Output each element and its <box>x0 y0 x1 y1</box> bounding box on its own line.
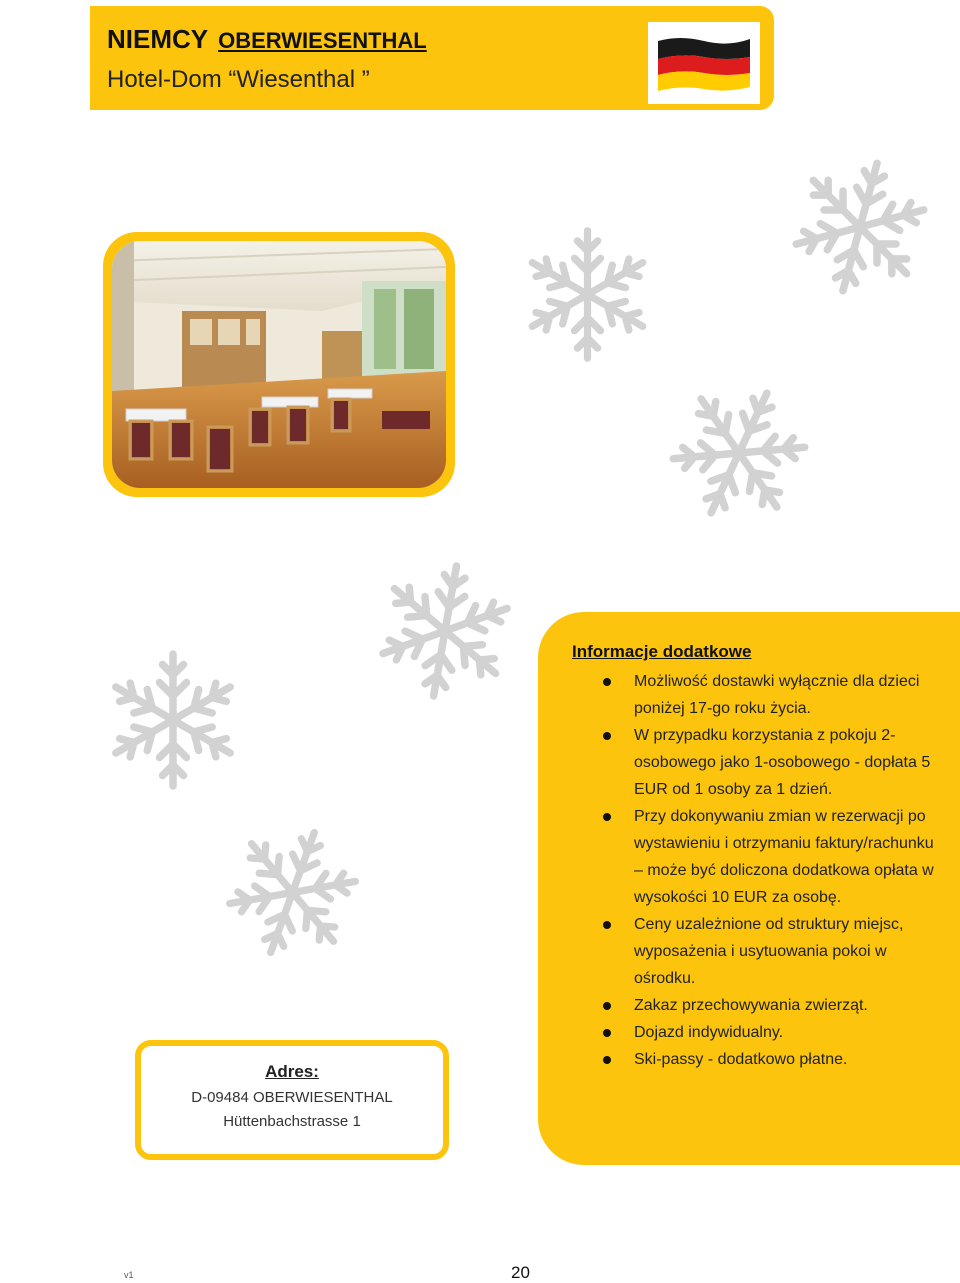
bullet-icon <box>603 921 611 929</box>
town-name: OBERWIESENTHAL <box>218 28 427 53</box>
info-title: Informacje dodatkowe <box>572 642 752 661</box>
snowflake-icon <box>785 152 935 302</box>
list-item: Przy dokonywaniu zmian w rezerwacji po wystawieniu i otrzymaniu faktury/rachunku – może być doliczona dodatkowa opłata w wysokości 10 EUR za osobę. <box>574 803 940 911</box>
snowflake-icon <box>515 222 660 367</box>
list-item: Ski-passy - dodatkowo płatne. <box>574 1046 940 1073</box>
list-item: Możliwość dostawki wyłącznie dla dzieci poniżej 17-go roku życia. <box>574 668 940 722</box>
germany-flag-icon <box>656 35 752 91</box>
list-item: Dojazd indywidualny. <box>574 1019 940 1046</box>
snowflake-icon <box>370 556 520 706</box>
restaurant-dining-room-photo <box>112 241 446 488</box>
hotel-name: Hotel-Dom “Wiesenthal ” <box>107 66 370 93</box>
address-label: Adres: <box>265 1062 319 1081</box>
photo-frame <box>103 232 455 497</box>
bullet-icon <box>603 1029 611 1037</box>
list-item: Zakaz przechowywania zwierząt. <box>574 992 940 1019</box>
address-postcode-city: D-09484 OBERWIESENTHAL <box>191 1089 393 1106</box>
list-item: Ceny uzależnione od struktury miejsc, wyposażenia i usytuowania pokoi w ośrodku. <box>574 911 940 992</box>
page-title <box>107 24 427 55</box>
address-street: Hüttenbachstrasse 1 <box>223 1113 361 1130</box>
bullet-icon <box>603 678 611 686</box>
info-list <box>574 668 940 1073</box>
list-item: W przypadku korzystania z pokoju 2-osobowego jako 1-osobowego - dopłata 5 EUR od 1 osoby za 1 dzień. <box>574 722 940 803</box>
bullet-icon <box>603 1002 611 1010</box>
bullet-icon <box>603 1056 611 1064</box>
snowflake-icon <box>98 645 248 795</box>
snowflake-icon <box>220 820 365 965</box>
bullet-icon <box>603 732 611 740</box>
address-box <box>135 1040 449 1160</box>
additional-info-box <box>538 612 960 1165</box>
version-label: v1 <box>124 1270 134 1280</box>
country-name: NIEMCY <box>107 24 209 54</box>
header-banner <box>90 6 774 110</box>
flag-frame <box>648 22 760 104</box>
snowflake-icon <box>664 378 814 528</box>
bullet-icon <box>603 813 611 821</box>
page-number: 20 <box>511 1263 530 1282</box>
